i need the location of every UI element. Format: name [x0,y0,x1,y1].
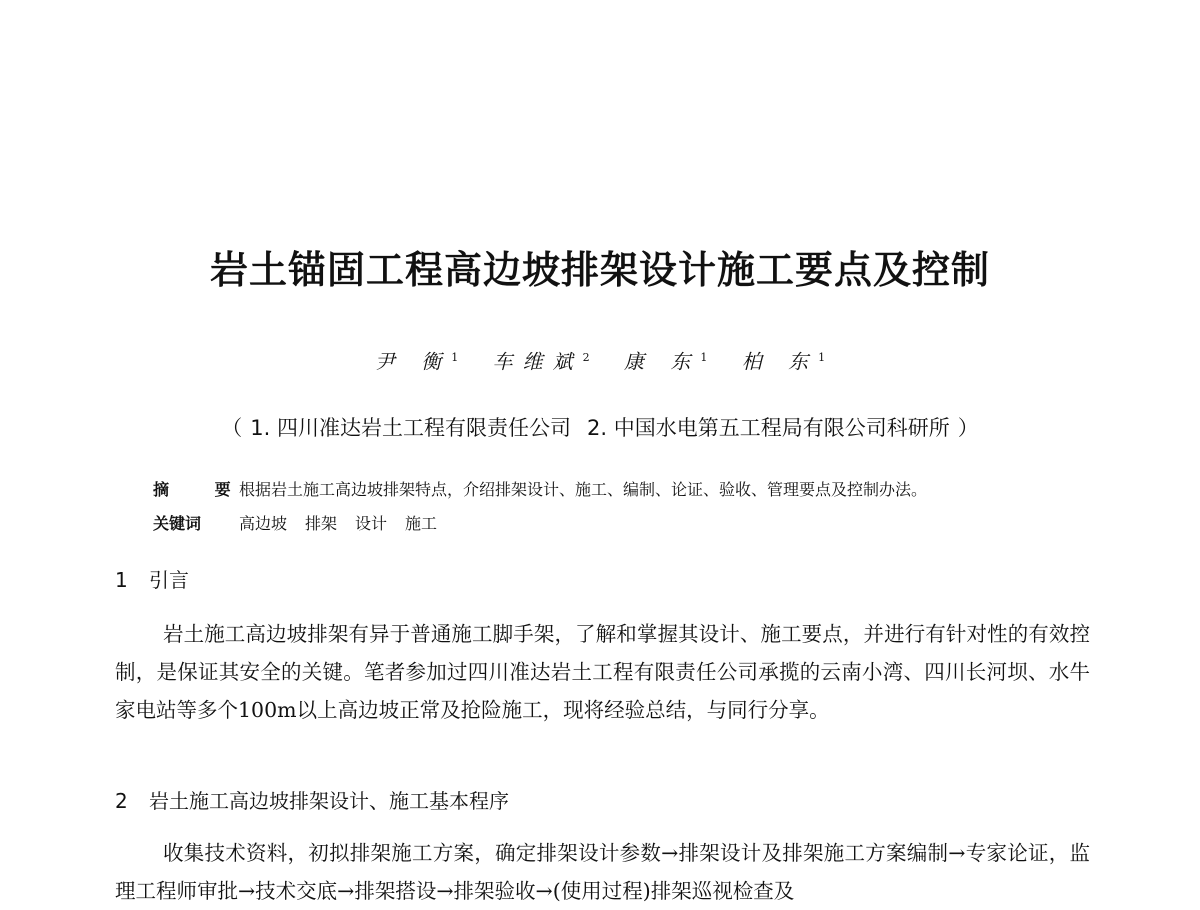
keyword: 施工 [405,514,438,533]
section-heading [115,563,1115,597]
body-paragraph: 收集技术资料，初拟排架施工方案，确定排架设计参数→排架设计及排架施工方案编制→专家论证，监理工程师审批→技术交底→排架搭设→排架验收→(使用过程)排架巡视检查及 [115,841,1090,903]
abstract-text: 根据岩土施工高边坡排架特点，介绍排架设计、施工、编制、论证、验收、管理要点及控制办法。 [239,480,928,499]
abstract [153,475,1113,505]
section-heading [115,784,1115,818]
affiliation-item: 2. 中国水电第五工程局有限公司科研所 [587,416,950,440]
keyword: 高边坡 [239,514,288,533]
affiliation-item: 1. 四川准达岩土工程有限责任公司 [250,416,571,440]
keywords-label: 关键词 [153,514,202,533]
keyword: 设计 [355,514,388,533]
author [375,340,458,380]
author [493,340,590,380]
author-name: 柏 东 [741,349,819,374]
author [624,340,707,380]
section-number: 2 [115,789,128,813]
keywords [153,509,1113,539]
affiliation-close-paren: ） [957,416,979,440]
section-number: 1 [115,568,128,592]
author-name: 康 东 [624,349,701,374]
section-title: 岩土施工高边坡排架设计、施工基本程序 [149,789,509,813]
author-list [0,340,1200,380]
section-title: 引言 [149,568,189,592]
affiliation-open-paren: （ [221,416,243,440]
author-affiliation-mark: 1 [700,351,708,364]
author-name: 尹 衡 [374,349,452,374]
author-affiliation-mark: 1 [451,351,459,364]
author-name: 车维斌 [492,349,583,374]
author-affiliation-mark: 2 [582,351,590,364]
keyword: 排架 [305,514,338,533]
abstract-label: 摘 要 [153,480,251,499]
paper-title: 岩土锚固工程高边坡排架设计施工要点及控制 [209,248,990,292]
body-paragraph: 岩土施工高边坡排架有异于普通施工脚手架，了解和掌握其设计、施工要点，并进行有针对性的有效控制，是保证其安全的关键。笔者参加过四川准达岩土工程有限责任公司承揽的云南小湾、四川长河坝、水牛家电站等多个100m以上高边坡正常及抢险施工，现将经验总结，与同行分享。 [115,622,1090,722]
affiliations [0,410,1200,446]
author-affiliation-mark: 1 [818,351,826,364]
author [742,340,825,380]
